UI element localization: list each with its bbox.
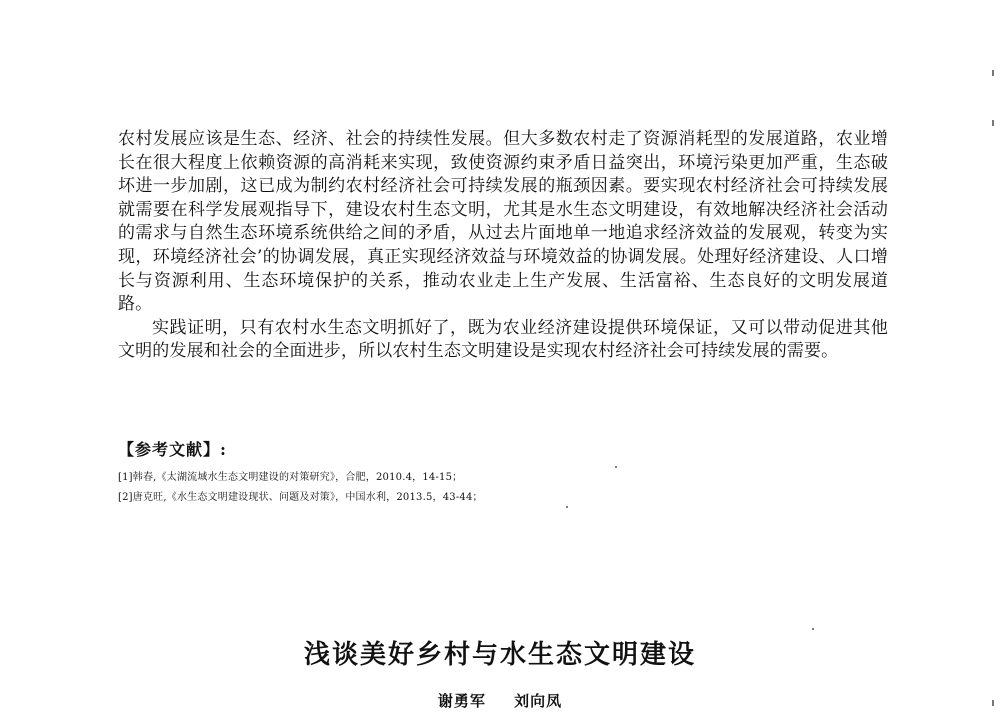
scan-edge-mark: [992, 70, 994, 76]
scan-edge-mark: [992, 120, 994, 126]
references-section: [118, 440, 888, 508]
author-name-1: 谢勇军: [437, 692, 486, 710]
next-article-authors: [0, 690, 1000, 712]
next-article-title: 浅谈美好乡村与水生态文明建设: [303, 640, 696, 670]
body-paragraph-1: 农村发展应该是生态、经济、社会的持续性发展。但大多数农村走了资源消耗型的发展道路，农业增长在很大程度上依赖资源的高消耗来实现，致使资源约束矛盾日益突出，环境污染更加严重，生态破坏进一步加剧，这已成为制约农村经济社会可持续发展的瓶颈因素。要实现农村经济社会可持续发展就需要在科学发展观指导下，建设农村生态文明，尤其是水生态文明建设，有效地解决经济社会活动的需求与自然生态环境系统供给之间的矛盾，从过去片面地单一地追求经济效益的发展观，转变为实现，环境经济社会’的协调发展，真正实现经济效益与环境效益的协调发展。处理好经济建设、人口增长与资源利用、生态环境保护的关系，推动农业走上生产发展、生活富裕、生态良好的文明发展道路。: [118, 129, 888, 315]
scan-speck: [812, 628, 814, 630]
scan-speck: [615, 466, 617, 468]
author-name-2: 刘向凤: [514, 692, 563, 710]
reference-item-2: [2]唐克旺,《水生态文明建设现状、问题及对策》，中国水利，2013.5，43-44；: [118, 492, 483, 503]
article-body: [118, 128, 888, 364]
reference-item-1: [1]韩春,《太湖流域水生态文明建设的对策研究》，合肥，2010.4，14-15；: [118, 472, 463, 483]
scan-edge-mark: [992, 700, 994, 706]
body-paragraph-2: 实践证明，只有农村水生态文明抓好了，既为农业经济建设提供环境保证，又可以带动促进其他文明的发展和社会的全面进步，所以农村生态文明建设是实现农村经济社会可持续发展的需要。: [118, 317, 888, 362]
scan-speck: [566, 506, 568, 508]
references-heading: 【参考文献】:: [118, 440, 227, 459]
